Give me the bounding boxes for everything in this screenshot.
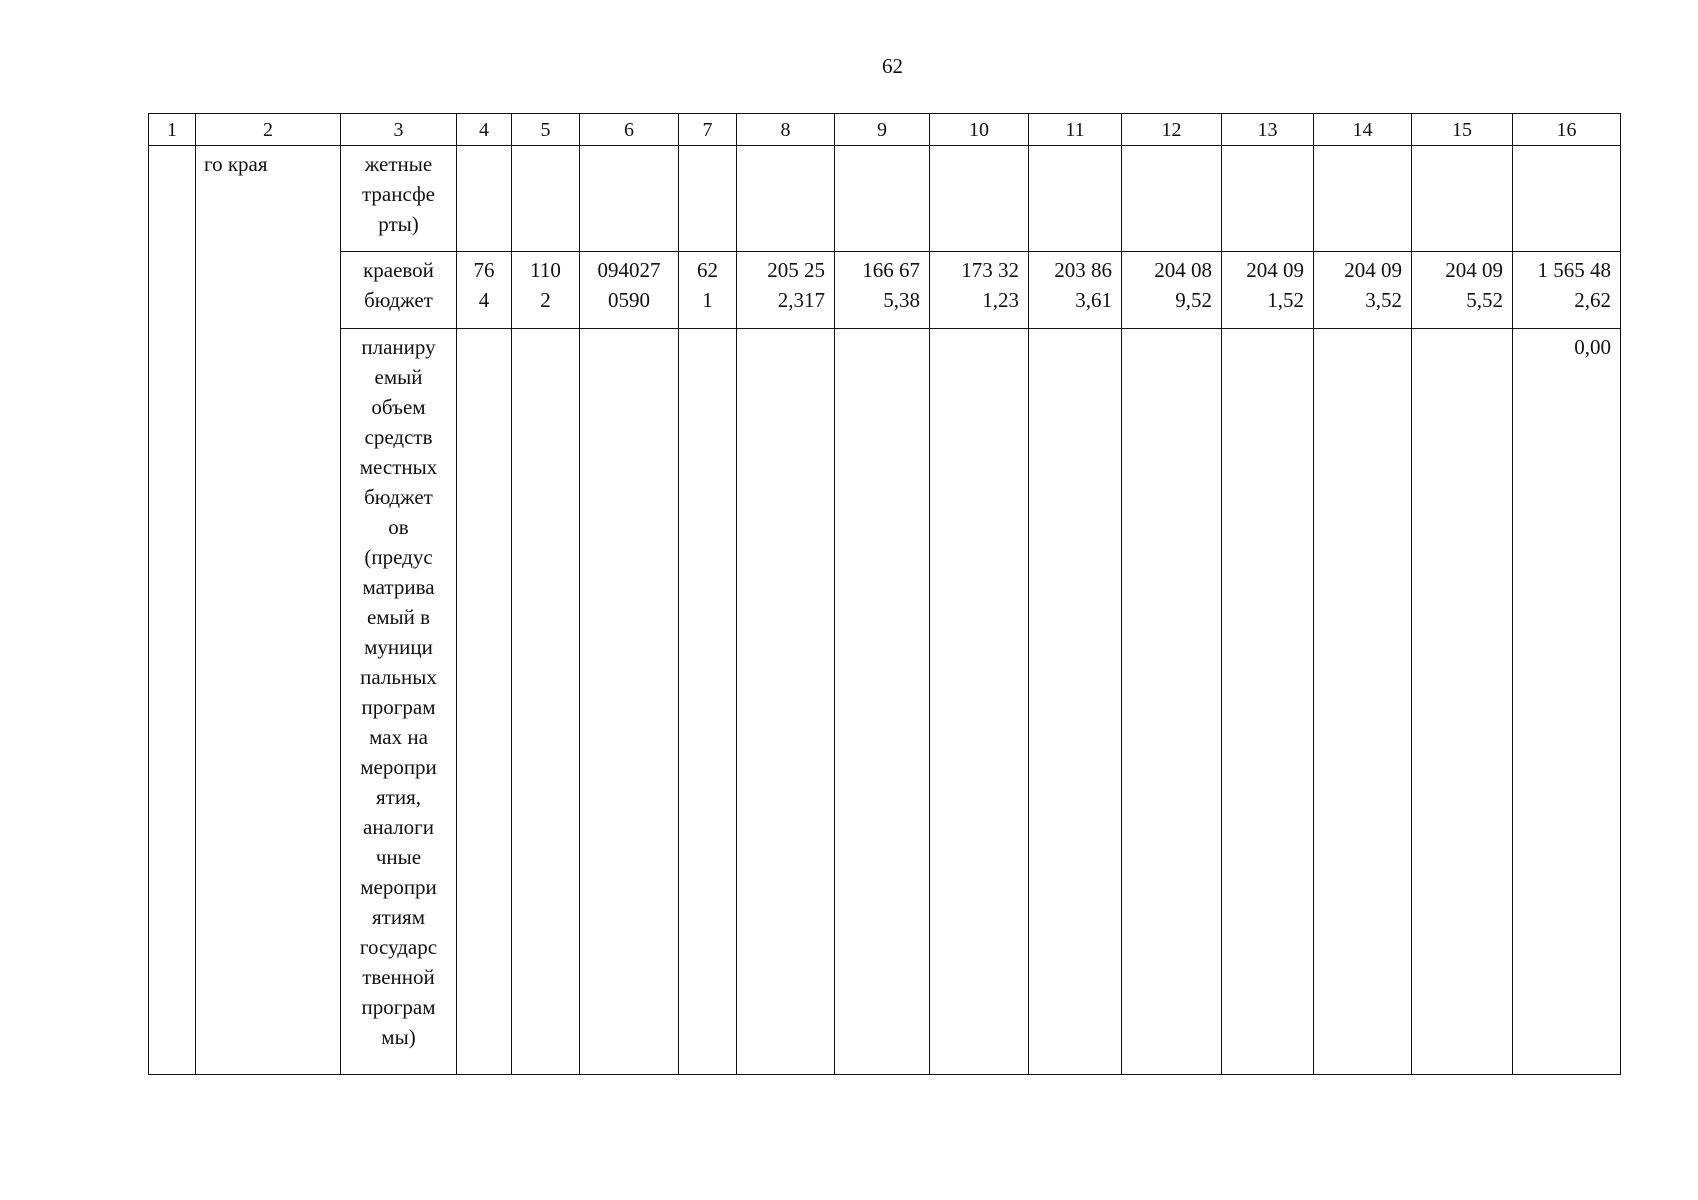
amount-cell — [1222, 252, 1314, 329]
amount-cell — [1122, 252, 1222, 329]
header-row — [149, 114, 1621, 146]
total-amount-text: 1 565 48 2,62 — [1537, 258, 1611, 312]
empty-cell — [1513, 146, 1621, 252]
amount-cell — [1412, 252, 1513, 329]
empty-cell — [1222, 146, 1314, 252]
amount-text: 204 08 9,52 — [1154, 258, 1212, 312]
empty-cell — [580, 146, 679, 252]
empty-cell — [1314, 146, 1412, 252]
empty-cell — [1122, 146, 1222, 252]
table-row — [149, 146, 1621, 252]
total-amount-cell — [1513, 329, 1621, 1075]
source-text: краевой бюджет — [363, 258, 434, 312]
empty-cell — [1314, 329, 1412, 1075]
empty-cell — [930, 146, 1029, 252]
index-cell — [149, 146, 196, 1075]
amount-cell — [1314, 252, 1412, 329]
header-cell-11: 11 — [1029, 114, 1122, 146]
empty-cell — [1412, 146, 1513, 252]
amount-text: 166 67 5,38 — [862, 258, 920, 312]
expense-type-cell — [679, 252, 737, 329]
header-cell-7: 7 — [679, 114, 737, 146]
empty-cell — [679, 329, 737, 1075]
table-row — [149, 252, 1621, 329]
empty-cell — [1029, 146, 1122, 252]
target-code-cell — [580, 252, 679, 329]
amount-text: 204 09 3,52 — [1344, 258, 1402, 312]
empty-cell — [737, 329, 835, 1075]
recipient-text: го края — [204, 152, 268, 176]
header-cell-13: 13 — [1222, 114, 1314, 146]
source-cell — [341, 329, 457, 1075]
header-cell-5: 5 — [512, 114, 580, 146]
header-cell-10: 10 — [930, 114, 1029, 146]
header-cell-3: 3 — [341, 114, 457, 146]
target-code-text: 094027 0590 — [597, 258, 661, 312]
header-cell-16: 16 — [1513, 114, 1621, 146]
amount-cell — [737, 252, 835, 329]
header-cell-6: 6 — [580, 114, 679, 146]
source-cell — [341, 146, 457, 252]
amount-cell — [835, 252, 930, 329]
header-cell-14: 14 — [1314, 114, 1412, 146]
header-cell-15: 15 — [1412, 114, 1513, 146]
empty-cell — [1222, 329, 1314, 1075]
empty-cell — [835, 329, 930, 1075]
amount-text: 203 86 3,61 — [1054, 258, 1112, 312]
empty-cell — [457, 329, 512, 1075]
empty-cell — [930, 329, 1029, 1075]
gp-code-text: 76 4 — [473, 258, 495, 312]
header-cell-8: 8 — [737, 114, 835, 146]
amount-text: 204 09 1,52 — [1246, 258, 1304, 312]
expense-type-text: 62 1 — [697, 258, 718, 312]
amount-cell — [1029, 252, 1122, 329]
header-cell-2: 2 — [196, 114, 341, 146]
empty-cell — [1029, 329, 1122, 1075]
budget-table — [148, 113, 1621, 1075]
empty-cell — [512, 329, 580, 1075]
section-code-text: 110 2 — [530, 258, 561, 312]
source-cell — [341, 252, 457, 329]
empty-cell — [679, 146, 737, 252]
empty-cell — [580, 329, 679, 1075]
page-number: 62 — [882, 54, 903, 78]
header-cell-9: 9 — [835, 114, 930, 146]
empty-cell — [737, 146, 835, 252]
source-text: планиру емый объем средств местных бюджет ов (предус матрива емый в муници пальных програм мах на меропри ятия, аналоги чные меропри ятиям государс твенной програм мы) — [359, 335, 438, 1049]
total-amount-cell — [1513, 252, 1621, 329]
amount-cell — [930, 252, 1029, 329]
total-amount-text: 0,00 — [1574, 335, 1611, 359]
empty-cell — [457, 146, 512, 252]
empty-cell — [835, 146, 930, 252]
gp-code-cell — [457, 252, 512, 329]
header-cell-12: 12 — [1122, 114, 1222, 146]
empty-cell — [1412, 329, 1513, 1075]
section-code-cell — [512, 252, 580, 329]
amount-text: 205 25 2,317 — [767, 258, 825, 312]
header-cell-4: 4 — [457, 114, 512, 146]
empty-cell — [512, 146, 580, 252]
empty-cell — [1122, 329, 1222, 1075]
recipient-cell — [196, 146, 341, 1075]
amount-text: 173 32 1,23 — [961, 258, 1019, 312]
header-cell-1: 1 — [149, 114, 196, 146]
table-row — [149, 329, 1621, 1075]
amount-text: 204 09 5,52 — [1445, 258, 1503, 312]
source-text: жетные трансфе рты) — [362, 152, 435, 236]
